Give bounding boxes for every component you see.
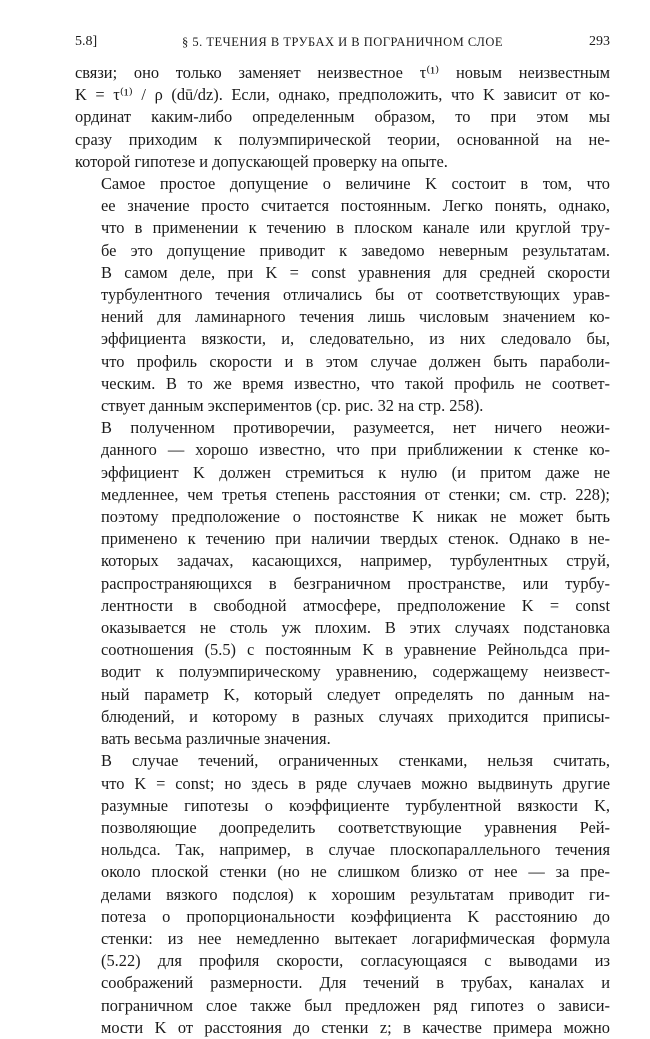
text-line: мости K от расстояния до стенки z; в качестве примера можно (101, 1017, 610, 1037)
text-line: данного — хорошо известно, что при приближении к стенке ко- (101, 440, 610, 460)
text-line: ческим. В то же время известно, что такой профиль не соответ- (101, 373, 610, 393)
paragraph-3 (75, 417, 610, 750)
paragraph-2 (75, 173, 610, 417)
text-line: сразу приходим к полуэмпирической теории, основанной на не- (75, 129, 610, 149)
text-line: распространяющихся в безграничном пространстве, или турбу- (101, 573, 610, 593)
text-line: что профиль скорости и в этом случае должен быть параболи- (101, 351, 610, 371)
text-line: пограничном слое также был предложен ряд гипотез о зависи- (101, 995, 610, 1015)
text-line: ее значение просто считается постоянным. Легко понять, однако, (101, 196, 610, 216)
running-title: § 5. ТЕЧЕНИЯ В ТРУБАХ И В ПОГРАНИЧНОМ СЛОЕ (181, 35, 504, 49)
text-line: оказывается не столь уж плохим. В этих случаях подстановка (101, 618, 610, 638)
text-line: которой гипотезе и допускающей проверку на опыте. (75, 151, 448, 171)
text-line: K = τ⁽¹⁾ / ρ (dū/dz). Если, однако, предположить, что K зависит от ко- (75, 85, 610, 105)
text-line: В самом деле, при K = const уравнения для средней скорости (101, 262, 610, 282)
page-number: 293 (589, 34, 610, 49)
text-line: соображений размерности. Для течений в трубах, каналах и (101, 973, 610, 993)
text-line: В полученном противоречии, разумеется, нет ничего неожи- (101, 418, 610, 438)
text-line: турбулентного течения отличались бы от соответствующих урав- (101, 285, 610, 305)
text-line: ствует данным экспериментов (ср. рис. 32 на стр. 258). (101, 396, 484, 416)
text-line: В случае течений, ограниченных стенками, нельзя считать, (101, 751, 610, 771)
text-line: потеза о пропорциональности коэффициента K расстоянию до (101, 906, 610, 926)
text-line: которых задачах, касающихся, например, турбулентных струй, (101, 551, 610, 571)
text-line: что K = const; но здесь в ряде случаев можно выдвинуть другие (101, 773, 610, 793)
text-line: эффициент K должен стремиться к нулю (и притом даже не (101, 462, 610, 482)
text-line: нольдса. Так, например, в случае плоскопараллельного течения (101, 840, 610, 860)
text-line: вать весьма различные значения. (101, 729, 331, 749)
paragraph-1 (75, 62, 610, 173)
text-line: бе это допущение приводит к заведомо неверным результатам. (101, 240, 610, 260)
text-line: Самое простое допущение о величине K состоит в том, что (101, 174, 610, 194)
text-line: ный параметр K, который следует определять по данным на- (101, 684, 610, 704)
text-line: блюдений, и которому в разных случаях приходится приписы- (101, 706, 610, 726)
text-line: стенки: из нее немедленно вытекает логарифмическая формула (101, 928, 610, 948)
text-line: соотношения (5.5) с постоянным K в уравнение Рейнольдса при- (101, 640, 610, 660)
text-line: связи; оно только заменяет неизвестное τ⁽¹⁾ новым неизвестным (75, 63, 610, 82)
text-line: эффициента вязкости, и, следовательно, из них следовало бы, (101, 329, 610, 349)
text-line: водит к полуэмпирическому уравнению, содержащему неизвест- (101, 662, 610, 682)
text-line: медленнее, чем третья степень расстояния от стенки; см. стр. 228); (101, 484, 610, 504)
text-line: (5.22) для профиля скорости, согласующаяся с выводами из (101, 951, 610, 971)
paragraph-4 (75, 750, 610, 1039)
text-line: лентности в свободной атмосфере, предположение K = const (101, 595, 610, 615)
text-line: ординат каким-либо определенным образом, то при этом мы (75, 107, 610, 127)
section-number: 5.8] (75, 34, 98, 49)
text-line: поэтому предположение о постоянстве K никак не может быть (101, 507, 610, 527)
text-line: позволяющие доопределить соответствующие уравнения Рей- (101, 817, 610, 837)
text-line: что в применении к течению в плоском канале или круглой тру- (101, 218, 610, 238)
text-line: применено к течению при наличии твердых стенок. Однако в не- (101, 529, 610, 549)
main-text (75, 62, 610, 1039)
running-header (75, 34, 610, 54)
text-line: около плоской стенки (но не слишком близко от нее — за пре- (101, 862, 610, 882)
text-line: делами вязкого подслоя) к хорошим результатам приводит ги- (101, 884, 610, 904)
text-line: разумные гипотезы о коэффициенте турбулентной вязкости K, (101, 795, 610, 815)
text-line: нений для ламинарного течения лишь числовым значением ко- (101, 307, 610, 327)
